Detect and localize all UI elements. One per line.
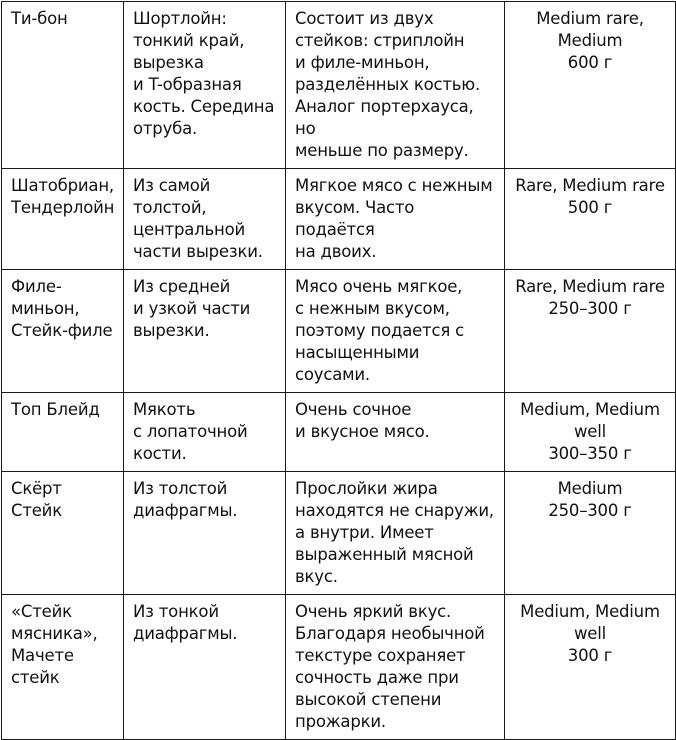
steak-cut-cell: Из тонкой диафрагмы.	[124, 595, 286, 740]
steak-doneness-cell: Medium 250–300 г	[505, 472, 676, 595]
steak-description-cell: Мясо очень мягкое, с нежным вкусом, поэтому подается с насыщенными соусами.	[286, 270, 505, 393]
steak-cut-cell: Из толстой диафрагмы.	[124, 472, 286, 595]
steak-description-cell: Очень яркий вкус. Благодаря необычной текстуре сохраняет сочность даже при высокой степени прожарки.	[286, 595, 505, 740]
steak-doneness-cell: Medium, Medium well 300 г	[505, 595, 676, 740]
steak-description-cell: Состоит из двух стейков: стриплойн и филе-миньон, разделённых костью. Аналог портерхауса, но меньше по размеру.	[286, 2, 505, 169]
steak-table	[1, 1, 676, 740]
steak-cut-cell: Из средней и узкой части вырезки.	[124, 270, 286, 393]
steak-name-cell: Топ Блейд	[2, 393, 124, 472]
steak-doneness-cell: Medium, Medium well 300–350 г	[505, 393, 676, 472]
steak-doneness-cell: Medium rare, Medium 600 г	[505, 2, 676, 169]
steak-doneness-cell: Rare, Medium rare 500 г	[505, 169, 676, 270]
table-row	[2, 393, 676, 472]
steak-description-cell: Прослойки жира находятся не снаружи, а внутри. Имеет выраженный мясной вкус.	[286, 472, 505, 595]
steak-name-cell: Ти-бон	[2, 2, 124, 169]
table-row	[2, 595, 676, 740]
steak-name-cell: Шатобриан, Тендерлойн	[2, 169, 124, 270]
table-row	[2, 270, 676, 393]
steak-cut-cell: Мякоть с лопаточной кости.	[124, 393, 286, 472]
steak-cut-cell: Из самой толстой, центральной части вырезки.	[124, 169, 286, 270]
table-row	[2, 2, 676, 169]
steak-name-cell: Филе- миньон, Стейк-филе	[2, 270, 124, 393]
steak-cut-cell: Шортлойн: тонкий край, вырезка и T-образная кость. Середина отруба.	[124, 2, 286, 169]
steak-description-cell: Мягкое мясо с нежным вкусом. Часто подаётся на двоих.	[286, 169, 505, 270]
table-row	[2, 472, 676, 595]
steak-name-cell: Скёрт Стейк	[2, 472, 124, 595]
steak-name-cell: «Стейк мясника», Мачете стейк	[2, 595, 124, 740]
steak-doneness-cell: Rare, Medium rare 250–300 г	[505, 270, 676, 393]
table-row	[2, 169, 676, 270]
steak-description-cell: Очень сочное и вкусное мясо.	[286, 393, 505, 472]
